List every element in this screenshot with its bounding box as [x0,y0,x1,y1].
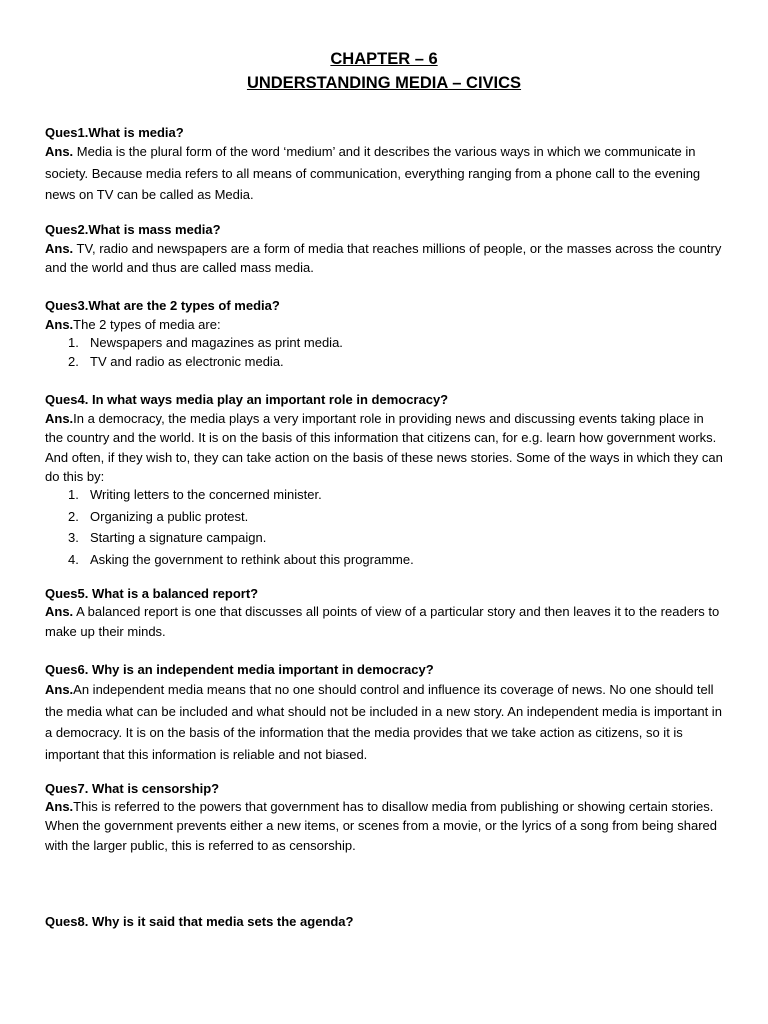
list-item [45,527,725,549]
ans-label: Ans. [45,411,74,426]
answer-7 [45,797,725,855]
list-number: 2. [68,354,79,369]
answer-6-text: An independent media means that no one should control and influence its coverage of news. No one should tell the media what can be included and what should not be included in a new story. An independent media is important in a democracy. It is on the basis of the information that the media provides that we take action as citizens, so it is important that this information is reliable and not biased. [45,682,722,762]
list-item [45,484,725,506]
answer-1 [45,141,725,206]
question-1: Ques1.What is media? [45,125,184,140]
list-item-text: Writing letters to the concerned minister. [90,487,322,502]
ans-label: Ans. [45,144,74,159]
list-item [45,506,725,528]
ans-label: Ans. [45,241,74,256]
ans-label: Ans. [45,604,74,619]
answer-6 [45,679,725,765]
list-item [45,333,725,352]
list-item [45,352,725,371]
media-types-list [45,333,725,371]
list-item-text: Starting a signature campaign. [90,530,267,546]
question-6: Ques6. Why is an independent media important in democracy? [45,662,434,677]
list-number: 2. [68,508,79,524]
answer-5 [45,602,725,642]
answer-5-text: A balanced report is one that discusses all points of view of a particular story and then leaves it to the readers to make up their minds. [45,604,720,639]
ans-label: Ans. [45,682,74,697]
answer-4 [45,409,725,486]
answer-4-text: In a democracy, the media plays a very important role in providing news and discussing events taking place in the country and the world. It is on the basis of this information that citizens can, for e.g. learn how government works. And often, if they wish to, they can take action on the basis of these news stories. Some of the ways in which they can do this by: [45,411,723,484]
ans-label: Ans. [45,799,74,814]
question-3: Ques3.What are the 2 types of media? [45,298,280,313]
question-4: Ques4. In what ways media play an important role in democracy? [45,392,449,407]
list-number: 3. [68,530,79,546]
list-number: 4. [68,552,79,568]
question-2: Ques2.What is mass media? [45,222,221,237]
list-item [45,549,725,571]
subject-heading: UNDERSTANDING MEDIA – CIVICS [246,74,522,92]
democracy-actions-list [45,484,725,571]
question-5: Ques5. What is a balanced report? [45,586,259,601]
answer-1-text: Media is the plural form of the word ‘medium’ and it describes the various ways in which we communicate in society. Because media refers to all means of communication, everything ranging from a phone call to the evening news on TV can be called as Media. [45,144,701,202]
ans-label: Ans. [45,317,74,332]
answer-3-text: The 2 types of media are: [73,317,221,332]
answer-2 [45,239,725,278]
question-8: Ques8. Why is it said that media sets the agenda? [45,914,354,929]
list-item-text: Organizing a public protest. [90,508,249,524]
list-item-text: TV and radio as electronic media. [90,354,284,369]
question-7: Ques7. What is censorship? [45,781,220,796]
chapter-heading: CHAPTER – 6 [330,50,438,68]
list-item-text: Asking the government to rethink about this programme. [90,552,414,568]
answer-2-text: TV, radio and newspapers are a form of media that reaches millions of people, or the masses across the country and the world and thus are called mass media. [45,241,722,276]
answer-3 [45,315,725,334]
answer-7-text: This is referred to the powers that government has to disallow media from publishing or showing certain stories. When the government prevents either a new items, or scenes from a movie, or the lyrics of a song from being shared with the larger public, this is referred to as censorship. [45,799,717,853]
list-item-text: Newspapers and magazines as print media. [90,335,343,350]
list-number: 1. [68,335,79,350]
list-number: 1. [68,487,79,502]
